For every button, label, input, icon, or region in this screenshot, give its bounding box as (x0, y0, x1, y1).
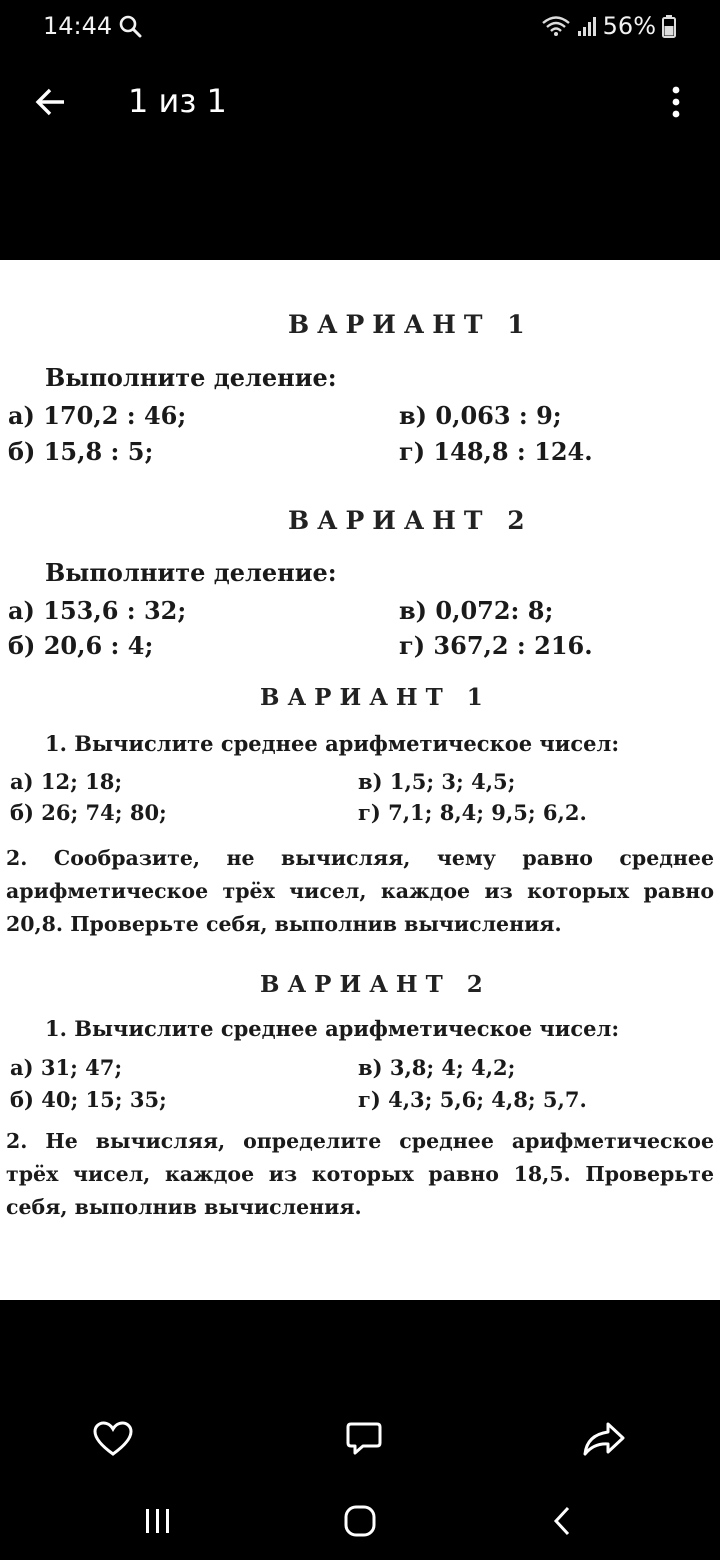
exercise-item: г) 4,3; 5,6; 4,8; 5,7. (358, 1087, 587, 1112)
more-vertical-icon (671, 86, 681, 118)
home-icon (343, 1504, 377, 1538)
exercise-item: в) 3,8; 4; 4,2; (358, 1055, 516, 1080)
exercise-item: б) 26; 74; 80; (10, 800, 167, 825)
variant-heading: ВАРИАНТ 2 (260, 971, 491, 998)
more-options-button[interactable] (656, 78, 696, 126)
back-button[interactable] (26, 78, 74, 126)
variant-heading: ВАРИАНТ 1 (288, 310, 533, 339)
task-title: Выполните деление: (45, 363, 337, 392)
home-button[interactable] (335, 1496, 385, 1546)
variant-heading: ВАРИАНТ 1 (260, 684, 491, 711)
exercise-item: а) 31; 47; (10, 1055, 123, 1080)
task-title: 1. Вычислите среднее арифметическое чисел: (45, 731, 620, 756)
exercise-item: г) 7,1; 8,4; 9,5; 6,2. (358, 800, 587, 825)
exercise-item: г) 367,2 : 216. (399, 631, 593, 660)
heart-icon (93, 1421, 133, 1457)
page-counter: 1 из 1 (128, 82, 227, 120)
status-time: 14:44 (43, 12, 113, 40)
wifi-icon (541, 15, 571, 37)
exercise-item: а) 170,2 : 46; (8, 401, 187, 430)
exercise-item: г) 148,8 : 124. (399, 437, 593, 466)
system-nav-bar (0, 1480, 720, 1560)
task-paragraph: 2. Сообразите, не вычисляя, чему равно среднее арифметическое трёх чисел, каждое из которых равно 20,8. Проверьте себя, выполнив вычисления. (6, 846, 714, 936)
battery-icon (662, 14, 676, 38)
action-bar (0, 1300, 720, 1470)
search-icon (118, 14, 142, 38)
like-button[interactable] (89, 1415, 137, 1463)
variant-heading: ВАРИАНТ 2 (288, 506, 533, 535)
exercise-item: в) 0,063 : 9; (399, 401, 562, 430)
document-page[interactable] (0, 260, 720, 1300)
app-bar (0, 56, 720, 148)
status-bar (0, 0, 720, 56)
task-title: Выполните деление: (45, 558, 337, 587)
battery-percent: 56% (602, 12, 656, 40)
exercise-item: б) 15,8 : 5; (8, 437, 154, 466)
recents-button[interactable] (133, 1496, 183, 1546)
comment-button[interactable] (340, 1415, 388, 1463)
exercise-item: б) 40; 15; 35; (10, 1087, 167, 1112)
recents-icon (143, 1506, 173, 1536)
exercise-item: а) 12; 18; (10, 769, 123, 794)
arrow-left-icon (32, 84, 68, 120)
exercise-item: в) 0,072: 8; (399, 596, 554, 625)
exercise-item: б) 20,6 : 4; (8, 631, 154, 660)
task-title: 1. Вычислите среднее арифметическое чисел: (45, 1016, 620, 1041)
chevron-left-icon (551, 1505, 573, 1537)
exercise-item: а) 153,6 : 32; (8, 596, 187, 625)
back-nav-button[interactable] (537, 1496, 587, 1546)
share-button[interactable] (580, 1415, 628, 1463)
signal-icon (577, 15, 597, 37)
share-icon (582, 1421, 626, 1457)
task-paragraph: 2. Не вычисляя, определите среднее арифметическое трёх чисел, каждое из которых равно 18,5. Проверьте себя, выполнив вычисления. (6, 1129, 714, 1219)
exercise-item: в) 1,5; 3; 4,5; (358, 769, 516, 794)
comment-icon (345, 1421, 383, 1457)
